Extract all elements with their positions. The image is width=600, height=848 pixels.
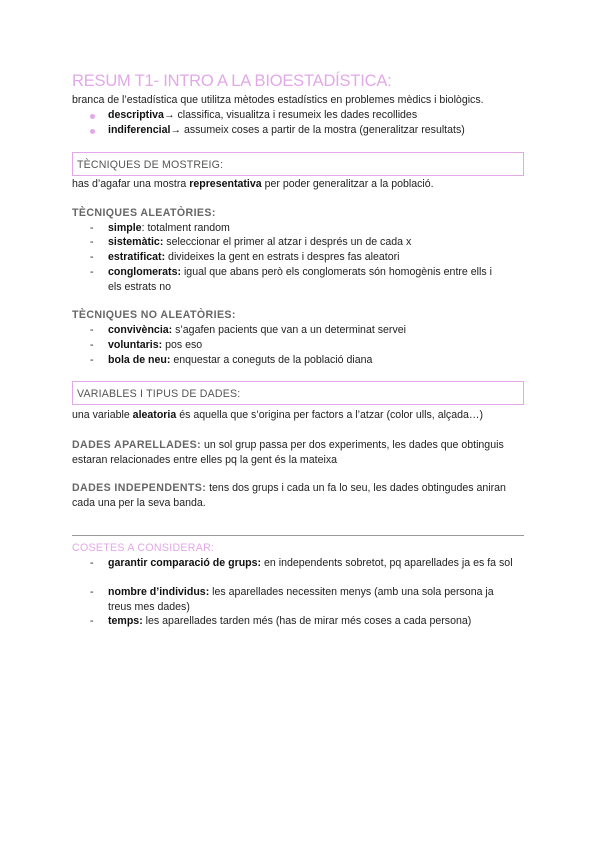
aparellades-text: DADES APARELLADES: un sol grup passa per dos experiments, les dades que obtinguis estaran relacionades entre elles pq la gent és la mateixa — [72, 439, 504, 466]
list-item: - bola de neu: enquestar a coneguts de la població diana — [90, 354, 373, 366]
mostreig-text: has d’agafar una mostra representativa per poder generalitzar a la població. — [72, 178, 434, 190]
dash-icon: - — [90, 236, 94, 248]
section-box-variables: VARIABLES I TIPUS DE DADES: — [72, 381, 524, 405]
definition: → classifica, visualitza i resumeix les dades recollides — [163, 109, 418, 121]
heading-aleatories: TÈCNIQUES ALEATÒRIES: — [72, 207, 216, 219]
dash-icon: - — [90, 339, 94, 351]
section-box-mostreig: TÈCNIQUES DE MOSTREIG: — [72, 152, 524, 176]
dash-icon: - — [90, 251, 94, 263]
dash-icon: - — [90, 222, 94, 234]
dash-icon: - — [90, 324, 94, 336]
variable-text: una variable aleatoria és aquella que s’origina per factors a l’atzar (color ulls, alçada…) — [72, 409, 484, 421]
page-title: RESUM T1- INTRO A LA BIOESTADÍSTICA: — [72, 72, 392, 90]
list-item — [90, 108, 530, 123]
list-item: - temps: les aparellades tarden més (has de mirar més coses a cada persona) — [90, 615, 472, 627]
list-item — [90, 123, 530, 138]
list-item: - estratificat: divideixes la gent en estrats i despres fas aleatori — [90, 251, 400, 263]
dash-icon: - — [90, 615, 94, 627]
list-item: - convivència: s’agafen pacients que van a un determinat servei — [90, 324, 406, 336]
dash-icon: - — [90, 557, 94, 569]
dash-icon: - — [90, 266, 94, 278]
bullet-icon — [90, 129, 95, 134]
term: indiferencial — [108, 124, 171, 136]
list-item: - simple: totalment random — [90, 222, 230, 234]
dash-icon: - — [90, 586, 94, 598]
bullet-icon — [90, 114, 95, 119]
list-item: - conglomerats: igual que abans però els conglomerats són homogènis entre ells i els estrats no — [90, 266, 492, 293]
heading-no-aleatories: TÈCNIQUES NO ALEATÒRIES: — [72, 309, 236, 321]
independents-text: DADES INDEPENDENTS: tens dos grups i cada un fa lo seu, les dades obtingudes aniran cada una per la seva banda. — [72, 482, 506, 509]
list-item: - sistemàtic: seleccionar el primer al atzar i després un de cada x — [90, 236, 412, 248]
definition: → assumeix coses a partir de la mostra (generalitzar resultats) — [170, 124, 465, 136]
intro-text: branca de l’estadística que utilitza mètodes estadístics en problemes mèdics i biològics. — [72, 94, 484, 106]
list-item: - garantir comparació de grups: en independents sobretot, pq aparellades ja es fa sol — [90, 557, 513, 569]
heading-cosetes: COSETES A CONSIDERAR: — [72, 542, 215, 554]
list-item: - voluntaris: pos eso — [90, 339, 203, 351]
dash-icon: - — [90, 354, 94, 366]
term: descriptiva — [108, 109, 164, 121]
list-item: - nombre d’individus: les aparellades necessiten menys (amb una sola persona ja treus mes dades) — [90, 586, 494, 613]
divider — [72, 535, 524, 536]
